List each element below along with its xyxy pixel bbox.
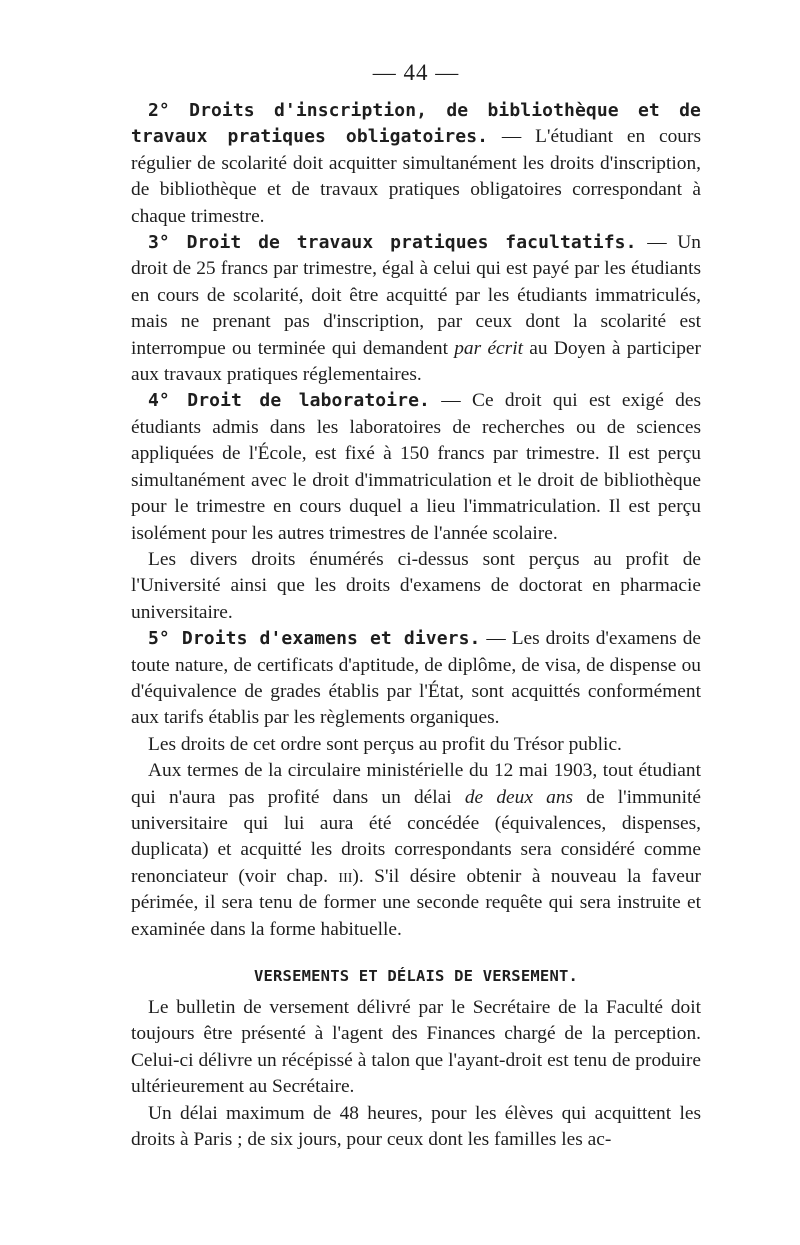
paragraph-heading: 2° Droits d'inscription, de bibliothèque et de travaux pratiques obligatoires. — [131, 100, 701, 148]
emphasis-text: de deux ans — [464, 786, 574, 808]
paragraph-payment-slip: Le bulletin de versement délivré par le Secrétaire de la Faculté doit toujours être présenté à l'agent des Finances chargé de la perception. Celui-ci délivre un récépissé à talon que l'ayant-droit est tenu de produire ultérieurement au Secrétaire. — [131, 997, 701, 1098]
paragraph-payment-delay: Un délai maximum de 48 heures, pour les élèves qui acquittent les droits à Paris ; de six jours, pour ceux dont les familles les ac- — [131, 1102, 701, 1151]
page-number: — 44 — — [372, 60, 460, 85]
paragraph-text: Aux termes de la circulaire ministérielle du 12 mai 1903, tout étudiant qui n'aura pas profité dans un délai — [131, 760, 701, 808]
paragraph-ministerial-circular — [131, 758, 701, 943]
paragraph-public-treasury: Les droits de cet ordre sont perçus au profit du Trésor public. — [148, 733, 622, 755]
paragraph-optional-practical-work — [131, 230, 701, 388]
paragraph-text: — L'étudiant en cours régulier de scolarité doit acquitter simultanément les droits d'inscription, de bibliothèque et de travaux pratiques obligatoires correspondant à chaque trimestre. — [131, 126, 702, 227]
paragraph-heading: 5° Droits d'examens et divers. — [148, 628, 481, 650]
emphasis-text: par écrit — [454, 337, 523, 359]
paragraph-text: ). S'il désire obtenir à nouveau la faveur périmée, il sera tenu de former une seconde requête qui sera instruite et examinée dans la forme habituelle. — [131, 865, 701, 940]
paragraph-text: au Doyen à participer aux travaux pratiques réglementaires. — [131, 337, 701, 386]
chapter-reference: iii — [338, 865, 353, 887]
paragraph-inscription-fees — [131, 98, 701, 230]
paragraph-text: — Les droits d'examens de toute nature, de certificats d'aptitude, de diplôme, de visa, de dispense ou d'équivalence de grades établis par l'État, sont acquittés conformément aux tarifs établis par les règlements organiques. — [131, 628, 702, 729]
paragraph-university-fees: Les divers droits énumérés ci-dessus sont perçus au profit de l'Université ainsi que les droits d'examens de doctorat en pharmacie universitaire. — [131, 548, 701, 623]
paragraph-laboratory-fee — [131, 388, 701, 546]
section-title: VERSEMENTS ET DÉLAIS DE VERSEMENT. — [253, 967, 579, 985]
paragraph-exam-fees — [131, 626, 701, 732]
paragraph-heading: 4° Droit de laboratoire. — [148, 390, 430, 412]
paragraph-text: — Un droit de 25 francs par trimestre, égal à celui qui est payé par les étudiants en cours de scolarité, doit être acquitté par les étudiants immatriculés, mais ne prenant pas d'inscription, par ceux dont la scolarité est interrompue ou terminée qui demandent — [131, 232, 701, 359]
paragraph-text: de l'immunité universitaire qui lui aura été concédée (équivalences, dispenses, duplicata) et acquitté les droits correspondants sera considéré comme renonciateur (voir chap. — [131, 786, 701, 887]
paragraph-heading: 3° Droit de travaux pratiques facultatifs. — [148, 232, 637, 254]
book-page — [131, 56, 701, 1153]
paragraph-text: — Ce droit qui est exigé des étudiants admis dans les laboratoires de recherches ou de sciences appliquées de l'École, est fixé à 150 francs par trimestre. Il est perçu simultanément avec le droit d'immatriculation et le droit de bibliothèque pour le trimestre en cours duquel a lieu l'immatriculation. Il est perçu isolément pour les autres trimestres de l'année scolaire. — [131, 390, 701, 544]
